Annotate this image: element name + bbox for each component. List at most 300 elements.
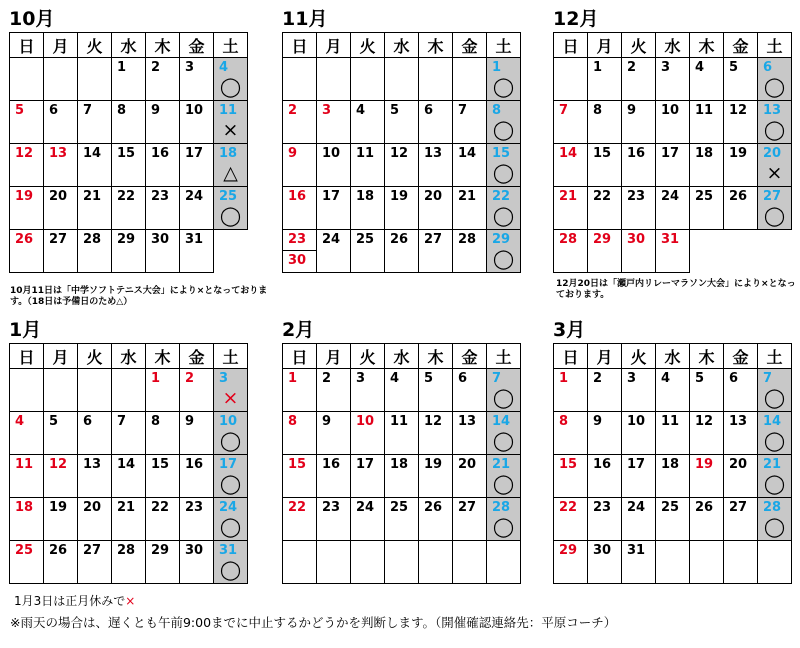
january-note-text: 1月3日は正月休みで <box>14 594 126 608</box>
day-number: 18 <box>390 457 409 472</box>
day-cell <box>146 455 180 498</box>
weekday-header: 月 <box>44 33 78 58</box>
day-cell <box>44 498 78 541</box>
day-cell <box>385 455 419 498</box>
day-cell <box>487 455 521 498</box>
day-cell <box>487 498 521 541</box>
circle-mark-icon: ◯ <box>492 516 515 538</box>
weekday-header: 日 <box>10 33 44 58</box>
weekday-header: 火 <box>622 344 656 369</box>
day-cell <box>554 144 588 187</box>
month-title: 3月 <box>553 319 586 341</box>
blank-cell <box>44 369 78 412</box>
day-number: 5 <box>424 371 434 386</box>
day-cell <box>44 187 78 230</box>
day-cell <box>214 369 248 412</box>
day-number: 11 <box>219 103 238 118</box>
day-cell <box>588 498 622 541</box>
day-number: 29 <box>492 232 511 247</box>
day-number: 12 <box>424 414 443 429</box>
day-number: 6 <box>729 371 739 386</box>
day-cell <box>656 187 690 230</box>
day-cell <box>214 455 248 498</box>
day-number: 28 <box>83 232 102 247</box>
day-number: 14 <box>763 414 782 429</box>
day-number: 22 <box>492 189 511 204</box>
day-number: 9 <box>322 414 332 429</box>
weekday-header: 土 <box>758 344 792 369</box>
day-number: 26 <box>49 543 68 558</box>
day-number: 16 <box>322 457 341 472</box>
day-number: 14 <box>559 146 578 161</box>
month-title: 11月 <box>282 8 328 30</box>
day-number: 21 <box>458 189 477 204</box>
day-cell <box>146 498 180 541</box>
blank-cell <box>724 541 758 584</box>
day-number: 7 <box>117 414 127 429</box>
day-number: 24 <box>661 189 680 204</box>
day-number: 25 <box>219 189 238 204</box>
day-cell <box>758 455 792 498</box>
day-number: 2 <box>322 371 332 386</box>
weekday-header: 木 <box>690 344 724 369</box>
day-cell <box>622 498 656 541</box>
day-cell <box>453 412 487 455</box>
december-note: 12月20日は「瀬戸内リレーマラソン大会」により×となっております。 <box>556 279 796 300</box>
circle-mark-icon: ◯ <box>219 559 242 581</box>
day-number: 5 <box>390 103 400 118</box>
day-number: 20 <box>424 189 443 204</box>
day-cell <box>78 144 112 187</box>
weekday-header: 日 <box>554 33 588 58</box>
day-number: 26 <box>729 189 748 204</box>
weekday-header: 木 <box>419 33 453 58</box>
day-cell <box>487 144 521 187</box>
day-cell <box>588 187 622 230</box>
day-number: 8 <box>559 414 569 429</box>
weekday-header: 金 <box>724 33 758 58</box>
day-number: 3 <box>185 60 195 75</box>
weekday-header: 日 <box>554 344 588 369</box>
day-number: 3 <box>627 371 637 386</box>
calendar-grid <box>9 32 248 273</box>
day-cell <box>554 187 588 230</box>
weekday-header: 月 <box>588 344 622 369</box>
day-cell <box>588 144 622 187</box>
circle-mark-icon: ◯ <box>219 76 242 98</box>
day-number: 13 <box>424 146 443 161</box>
day-number: 4 <box>15 414 25 429</box>
day-cell <box>385 498 419 541</box>
day-number: 28 <box>117 543 136 558</box>
day-cell <box>487 187 521 230</box>
day-cell <box>758 412 792 455</box>
day-number: 19 <box>15 189 34 204</box>
day-number: 8 <box>151 414 161 429</box>
day-number: 15 <box>593 146 612 161</box>
day-number: 12 <box>390 146 409 161</box>
day-cell <box>588 412 622 455</box>
day-cell <box>146 541 180 584</box>
day-cell <box>588 541 622 584</box>
day-cell <box>44 230 78 273</box>
day-number: 20 <box>83 500 102 515</box>
day-number: 5 <box>695 371 705 386</box>
day-cell <box>317 230 351 273</box>
day-number: 22 <box>117 189 136 204</box>
day-cell <box>317 498 351 541</box>
day-cell <box>622 101 656 144</box>
day-number: 20 <box>729 457 748 472</box>
blank-cell <box>112 369 146 412</box>
day-number: 17 <box>219 457 238 472</box>
day-cell <box>283 369 317 412</box>
day-cell <box>10 144 44 187</box>
day-cell <box>146 369 180 412</box>
day-number: 15 <box>288 457 307 472</box>
day-cell <box>453 187 487 230</box>
day-cell <box>112 187 146 230</box>
day-number: 26 <box>695 500 714 515</box>
day-cell <box>317 187 351 230</box>
blank-cell <box>10 58 44 101</box>
day-number: 19 <box>49 500 68 515</box>
day-number: 17 <box>322 189 341 204</box>
cross-mark-icon: × <box>222 387 239 409</box>
day-cell <box>724 498 758 541</box>
day-number: 4 <box>219 60 229 75</box>
day-cell <box>10 498 44 541</box>
calendar-november <box>282 8 521 273</box>
day-number: 10 <box>219 414 238 429</box>
weekday-header: 木 <box>690 33 724 58</box>
day-cell <box>283 187 317 230</box>
day-cell <box>351 144 385 187</box>
day-cell <box>385 187 419 230</box>
day-number: 5 <box>15 103 25 118</box>
circle-mark-icon: ◯ <box>763 119 786 141</box>
day-number: 16 <box>185 457 204 472</box>
day-cell <box>78 498 112 541</box>
blank-cell <box>78 369 112 412</box>
circle-mark-icon: ◯ <box>219 516 242 538</box>
day-number: 18 <box>661 457 680 472</box>
triangle-mark-icon: △ <box>223 162 238 184</box>
circle-mark-icon: ◯ <box>219 205 242 227</box>
weekday-header: 水 <box>112 33 146 58</box>
day-number: 20 <box>49 189 68 204</box>
day-number: 22 <box>593 189 612 204</box>
circle-mark-icon: ◯ <box>763 473 786 495</box>
day-cell <box>10 455 44 498</box>
day-number: 27 <box>763 189 782 204</box>
day-number: 3 <box>356 371 366 386</box>
day-number: 24 <box>356 500 375 515</box>
day-cell <box>146 144 180 187</box>
day-number: 15 <box>492 146 511 161</box>
blank-cell <box>385 541 419 584</box>
day-number: 23 <box>627 189 646 204</box>
day-cell <box>419 369 453 412</box>
day-number: 21 <box>763 457 782 472</box>
day-cell <box>419 412 453 455</box>
calendar-october <box>9 8 248 273</box>
weekday-header: 火 <box>78 33 112 58</box>
day-number: 16 <box>593 457 612 472</box>
day-cell <box>656 455 690 498</box>
month-title: 12月 <box>553 8 599 30</box>
day-number: 1 <box>151 371 161 386</box>
day-number: 11 <box>356 146 375 161</box>
day-number: 3 <box>661 60 671 75</box>
day-cell <box>656 101 690 144</box>
weekday-header: 水 <box>112 344 146 369</box>
weekday-header: 土 <box>487 33 521 58</box>
day-number: 22 <box>151 500 170 515</box>
day-cell <box>724 101 758 144</box>
day-cell <box>180 144 214 187</box>
circle-mark-icon: ◯ <box>492 248 515 270</box>
day-cell <box>758 58 792 101</box>
day-cell <box>317 412 351 455</box>
day-cell <box>419 187 453 230</box>
weekday-header: 土 <box>487 344 521 369</box>
january-note <box>14 592 135 609</box>
day-number: 23 <box>151 189 170 204</box>
day-cell <box>453 498 487 541</box>
day-number: 31 <box>661 232 680 247</box>
day-cell <box>317 101 351 144</box>
circle-mark-icon: ◯ <box>492 76 515 98</box>
day-cell <box>180 101 214 144</box>
rain-notice: ※雨天の場合は、遅くとも午前9:00までに中止するかどうかを判断します。（開催確認連絡先：平原コーチ） <box>10 615 617 630</box>
day-cell <box>214 144 248 187</box>
day-cell <box>690 58 724 101</box>
split-divider <box>283 250 316 251</box>
day-number: 18 <box>695 146 714 161</box>
calendar-grid <box>553 343 792 584</box>
day-number: 29 <box>559 543 578 558</box>
day-cell <box>283 144 317 187</box>
day-number: 9 <box>151 103 161 118</box>
day-number: 13 <box>763 103 782 118</box>
calendar-grid <box>9 343 248 584</box>
day-cell <box>180 58 214 101</box>
day-cell <box>419 498 453 541</box>
day-cell <box>10 412 44 455</box>
day-number: 13 <box>49 146 68 161</box>
day-number: 24 <box>322 232 341 247</box>
day-cell <box>385 101 419 144</box>
day-number: 30 <box>288 253 307 268</box>
weekday-header: 木 <box>146 344 180 369</box>
day-number: 10 <box>322 146 341 161</box>
day-cell <box>622 455 656 498</box>
day-number: 17 <box>661 146 680 161</box>
day-cell <box>44 144 78 187</box>
day-number: 4 <box>390 371 400 386</box>
day-number: 2 <box>185 371 195 386</box>
day-number: 15 <box>151 457 170 472</box>
day-number: 13 <box>729 414 748 429</box>
day-cell <box>724 369 758 412</box>
day-cell <box>44 541 78 584</box>
day-number: 7 <box>83 103 93 118</box>
blank-cell <box>214 230 248 273</box>
day-cell <box>758 369 792 412</box>
day-number: 28 <box>492 500 511 515</box>
day-number: 23 <box>593 500 612 515</box>
blank-cell <box>453 58 487 101</box>
day-number: 21 <box>83 189 102 204</box>
day-cell <box>283 101 317 144</box>
day-cell <box>622 369 656 412</box>
day-cell <box>690 187 724 230</box>
day-number: 16 <box>288 189 307 204</box>
day-number: 13 <box>83 457 102 472</box>
month-title: 1月 <box>9 319 42 341</box>
day-cell <box>554 541 588 584</box>
day-cell <box>78 455 112 498</box>
day-cell <box>112 412 146 455</box>
day-cell <box>622 412 656 455</box>
day-number: 31 <box>185 232 204 247</box>
day-number: 16 <box>627 146 646 161</box>
day-number: 10 <box>185 103 204 118</box>
day-cell <box>588 230 622 273</box>
day-number: 4 <box>695 60 705 75</box>
day-cell <box>453 101 487 144</box>
day-cell <box>112 58 146 101</box>
blank-cell <box>385 58 419 101</box>
day-cell <box>78 230 112 273</box>
day-number: 26 <box>390 232 409 247</box>
day-number: 19 <box>695 457 714 472</box>
day-number: 1 <box>288 371 298 386</box>
day-cell <box>656 498 690 541</box>
day-cell <box>554 230 588 273</box>
day-cell <box>351 369 385 412</box>
day-number: 7 <box>458 103 468 118</box>
month-title: 2月 <box>282 319 315 341</box>
day-cell <box>351 230 385 273</box>
day-cell <box>690 412 724 455</box>
day-cell <box>44 455 78 498</box>
calendar-march <box>553 319 792 584</box>
weekday-header: 火 <box>351 33 385 58</box>
blank-cell <box>10 369 44 412</box>
day-cell <box>112 144 146 187</box>
day-cell <box>690 101 724 144</box>
day-number: 3 <box>322 103 332 118</box>
weekday-header: 水 <box>385 33 419 58</box>
circle-mark-icon: ◯ <box>763 516 786 538</box>
day-number: 8 <box>492 103 502 118</box>
day-cell <box>44 412 78 455</box>
day-number: 14 <box>117 457 136 472</box>
day-number: 30 <box>593 543 612 558</box>
calendar-grid <box>282 32 521 273</box>
day-number: 22 <box>559 500 578 515</box>
weekday-header: 木 <box>419 344 453 369</box>
day-cell <box>690 498 724 541</box>
day-number: 31 <box>219 543 238 558</box>
blank-cell <box>419 58 453 101</box>
day-number: 12 <box>695 414 714 429</box>
day-number: 10 <box>627 414 646 429</box>
day-number: 7 <box>492 371 502 386</box>
day-cell <box>112 101 146 144</box>
day-cell <box>10 187 44 230</box>
circle-mark-icon: ◯ <box>763 76 786 98</box>
calendar-february <box>282 319 521 584</box>
day-number: 18 <box>219 146 238 161</box>
day-cell <box>758 498 792 541</box>
day-number: 4 <box>661 371 671 386</box>
day-cell <box>146 230 180 273</box>
cross-icon: × <box>125 594 136 608</box>
day-cell <box>112 541 146 584</box>
blank-cell <box>758 230 792 273</box>
day-cell <box>758 187 792 230</box>
day-number: 6 <box>763 60 773 75</box>
day-number: 1 <box>117 60 127 75</box>
circle-mark-icon: ◯ <box>763 387 786 409</box>
circle-mark-icon: ◯ <box>492 473 515 495</box>
day-number: 23 <box>185 500 204 515</box>
day-number: 11 <box>661 414 680 429</box>
day-number: 5 <box>729 60 739 75</box>
day-cell <box>588 455 622 498</box>
october-note: 10月11日は「中学ソフトテニス大会」により×となっております。（18日は予備日のため△） <box>10 286 268 307</box>
day-number: 30 <box>151 232 170 247</box>
day-number: 28 <box>458 232 477 247</box>
day-cell <box>554 455 588 498</box>
blank-cell <box>758 541 792 584</box>
day-cell <box>351 412 385 455</box>
weekday-header: 土 <box>214 344 248 369</box>
day-cell <box>78 187 112 230</box>
day-cell <box>385 144 419 187</box>
day-cell <box>351 101 385 144</box>
day-number: 31 <box>627 543 646 558</box>
blank-cell <box>44 58 78 101</box>
day-number: 11 <box>15 457 34 472</box>
day-number: 26 <box>15 232 34 247</box>
day-cell <box>724 58 758 101</box>
day-cell <box>656 412 690 455</box>
day-number: 1 <box>593 60 603 75</box>
day-number: 18 <box>356 189 375 204</box>
weekday-header: 水 <box>656 344 690 369</box>
day-cell <box>656 58 690 101</box>
day-number: 11 <box>695 103 714 118</box>
blank-cell <box>453 541 487 584</box>
day-cell <box>283 455 317 498</box>
day-number: 8 <box>117 103 127 118</box>
day-number: 1 <box>492 60 502 75</box>
day-cell <box>180 187 214 230</box>
day-number: 11 <box>390 414 409 429</box>
blank-cell <box>317 541 351 584</box>
day-number: 2 <box>593 371 603 386</box>
weekday-header: 火 <box>78 344 112 369</box>
day-number: 8 <box>288 414 298 429</box>
calendar-grid <box>553 32 792 273</box>
weekday-header: 日 <box>283 33 317 58</box>
circle-mark-icon: ◯ <box>763 430 786 452</box>
day-number: 3 <box>219 371 229 386</box>
